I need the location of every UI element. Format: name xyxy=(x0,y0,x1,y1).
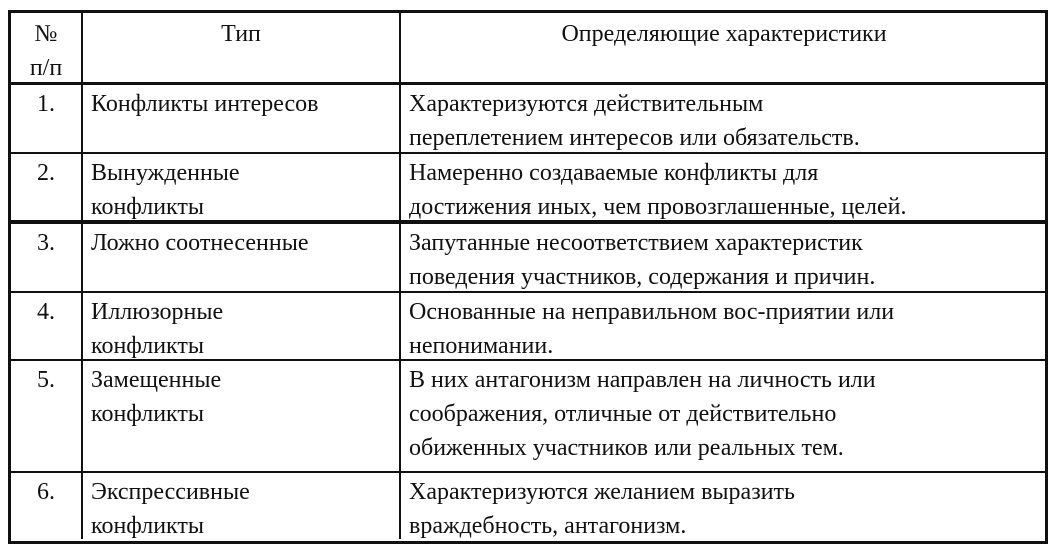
row-5-type: Замещенные конфликты xyxy=(83,361,401,473)
row-6-number: 6. xyxy=(11,473,83,539)
header-characteristics: Определяющие характеристики xyxy=(401,13,1045,85)
row-3-type: Ложно соотнесенные xyxy=(83,224,401,293)
row-4-characteristics: Основанные на неправильном вос-приятии или непонимании. xyxy=(401,293,1045,361)
row-4-type: Иллюзорные конфликты xyxy=(83,293,401,361)
row-4-number: 4. xyxy=(11,293,83,361)
row-6-type: Экспрессивные конфликты xyxy=(83,473,401,539)
row-6-characteristics: Характеризуются желанием выразить враждебность, антагонизм. xyxy=(409,479,795,539)
row-5-number: 5. xyxy=(11,361,83,473)
row-1-number: 1. xyxy=(11,85,83,154)
row-2-number: 2. xyxy=(11,154,83,224)
row-2-characteristics: Намеренно создаваемые конфликты для достижения иных, чем провозглашенные, целей. xyxy=(401,154,1045,224)
row-5-characteristics: В них антагонизм направлен на личность или соображения, отличные от действительно обиженных участников или реальных тем. xyxy=(401,361,1045,473)
row-2-type: Вынужденные конфликты xyxy=(83,154,401,224)
row-1-characteristics: Характеризуются действительным переплетением интересов или обязательств. xyxy=(401,85,1045,154)
row-1-type: Конфликты интересов xyxy=(83,85,401,154)
conflict-types-table xyxy=(8,10,1048,544)
row-3-characteristics: Запутанные несоответствием характеристик поведения участников, содержания и причин. xyxy=(401,224,1045,293)
row-3-number: 3. xyxy=(11,224,83,293)
header-number: № п/п xyxy=(11,13,83,85)
header-type: Тип xyxy=(83,13,401,85)
